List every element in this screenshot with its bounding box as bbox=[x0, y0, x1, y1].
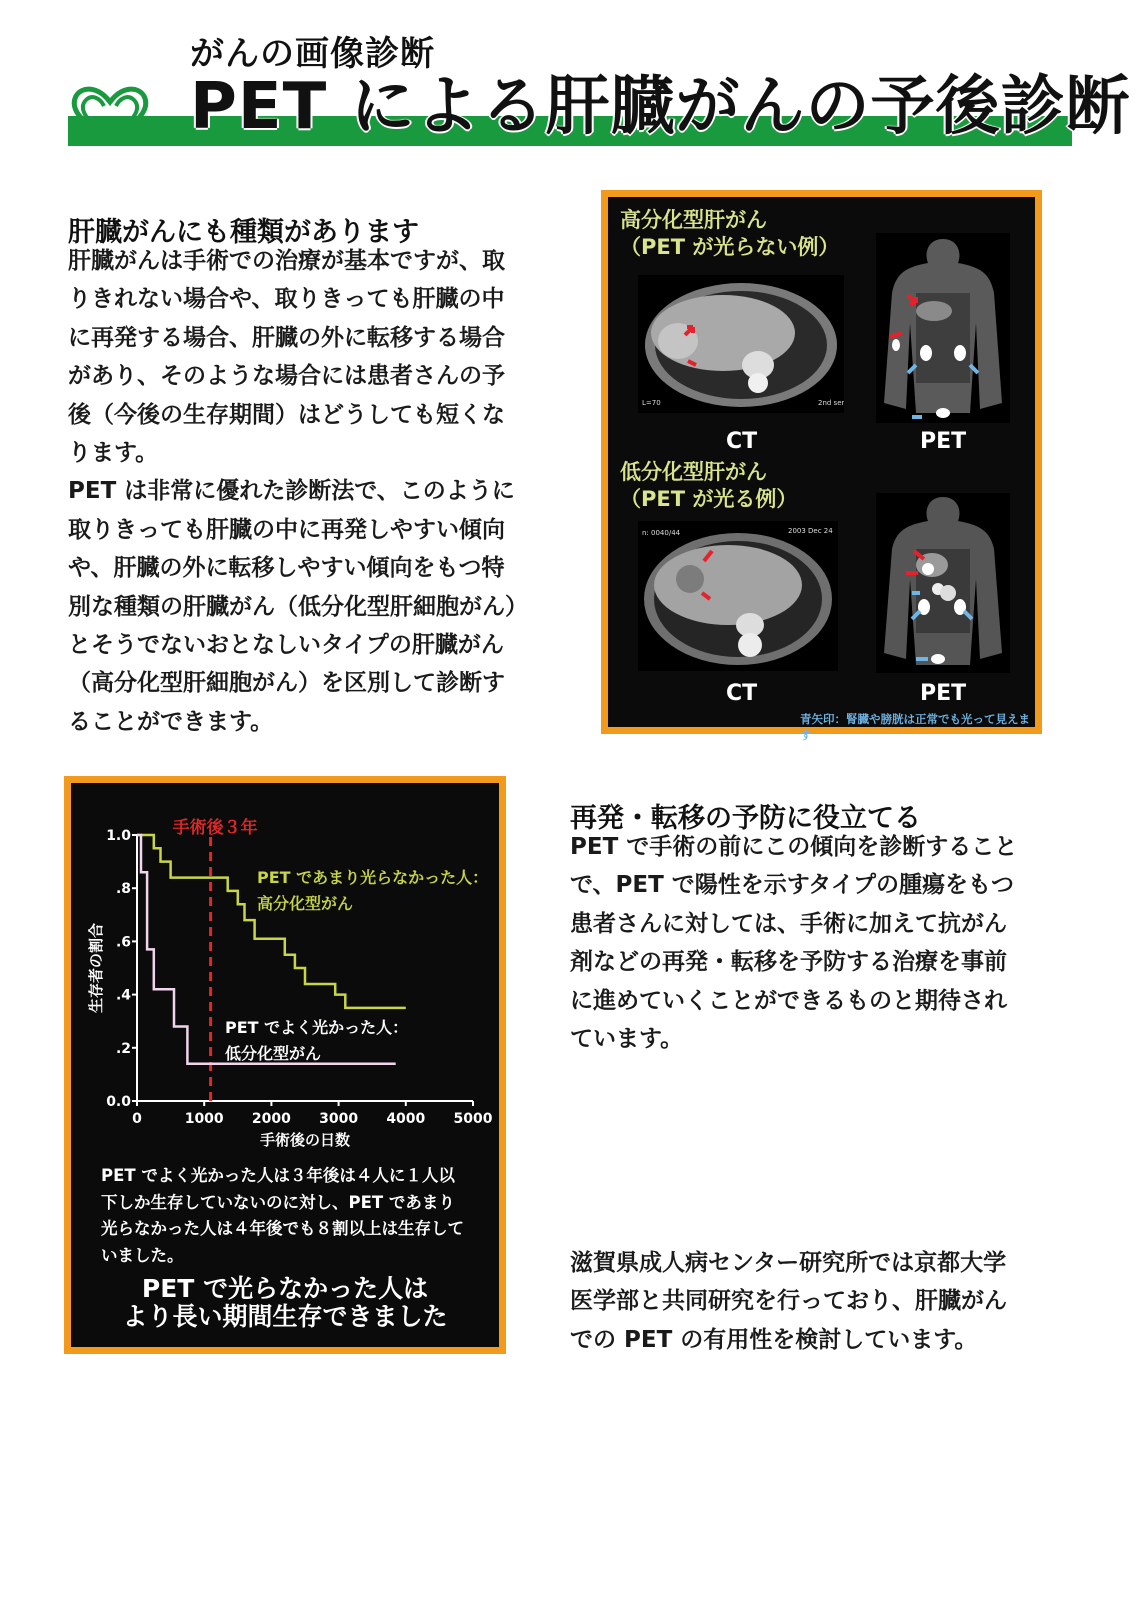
section1-body: 肝臓がんは手術での治療が基本ですが、取 りきれない場合や、取りきっても肝臓の中 に再発する場合、肝臓の外に転移する場合 があり、そのような場合には患者さんの予 後（今後の生存期間）はどうしても短くな ります。 PET は非常に優れた診断法で、このように 取りきっても肝臓の中に再発しやすい傾向 や、肝臓の外に転移しやすい傾向をもつ特 別な種類の肝臓がん（低分化型肝細胞がん） とそうでないおとなしいタイプの肝臓がん （高分化型肝細胞がん）を区別して診断す ることができます。 bbox=[68, 248, 528, 735]
section1-heading: 肝臓がんにも種類があります bbox=[68, 217, 419, 248]
pet-scan-image-1 bbox=[876, 233, 1010, 423]
ct2-overlay-right: 2003 Dec 24 bbox=[788, 527, 833, 535]
pet-scan-image-2 bbox=[876, 493, 1010, 673]
y-tick-label: .8 bbox=[115, 881, 131, 898]
y-tick-label: 0.0 bbox=[106, 1094, 131, 1110]
section2-heading: 再発・転移の予防に役立てる bbox=[570, 803, 921, 834]
pet-label-2: PET bbox=[920, 681, 967, 706]
ct-scan-image-2 bbox=[638, 521, 838, 671]
poorly-differentiated-series-label: PET でよく光かった人： bbox=[225, 1018, 409, 1037]
page-title: PET による肝臓がんの予後診断 bbox=[190, 70, 1131, 144]
chart-conclusion: PET で光らなかった人は より長い期間生存できました bbox=[122, 1274, 448, 1331]
y-tick-label: .2 bbox=[115, 1040, 131, 1057]
x-tick-label: 1000 bbox=[184, 1111, 224, 1127]
pet-label-1: PET bbox=[920, 429, 967, 454]
bottom-caption: 低分化型肝がん （PET が光る例） bbox=[620, 460, 798, 511]
well-differentiated-series-label: PET であまり光らなかった人： bbox=[257, 868, 489, 887]
y-tick-label: 1.0 bbox=[106, 828, 131, 844]
pet-ct-image-panel bbox=[601, 190, 1042, 742]
ct-label-2: CT bbox=[726, 681, 758, 706]
x-tick-label: 0 bbox=[132, 1111, 142, 1127]
chart-note: PET でよく光かった人は３年後は４人に１人以 下しか生存していないのに対し、PET であまり 光らなかった人は４年後でも８割以上は生存して いました。 bbox=[101, 1166, 464, 1265]
x-tick-label: 3000 bbox=[319, 1111, 359, 1127]
ct2-overlay-left: n: 0040/44 bbox=[642, 529, 681, 537]
page-subtitle: がんの画像診断 bbox=[190, 34, 435, 74]
survival-chart bbox=[71, 783, 499, 1153]
well-differentiated-survival-line bbox=[137, 835, 406, 1008]
x-tick-label: 5000 bbox=[453, 1111, 493, 1127]
ct-label-1: CT bbox=[726, 429, 758, 454]
x-axis-label: 手術後の日数 bbox=[259, 1131, 351, 1149]
footer-text: 滋賀県成人病センター研究所では京都大学 医学部と共同研究を行っており、肝臓がん での PET の有用性を検討しています。 bbox=[570, 1250, 1007, 1353]
survival-chart-panel bbox=[64, 776, 506, 1354]
x-tick-label: 2000 bbox=[251, 1111, 291, 1127]
y-axis-label: 生存者の割合 bbox=[87, 922, 105, 1014]
blue-arrow-note: 青矢印：腎臓や膀胱は正常でも光って見えます bbox=[800, 712, 1030, 742]
section2-body: PET で手術の前にこの傾向を診断すること で、PET で陽性を示すタイプの腫瘍をもつ 患者さんに対しては、手術に加えて抗がん 剤などの再発・転移を予防する治療を事前 に進めていくことができるものと期待され ています。 bbox=[570, 834, 1018, 1053]
ct1-overlay-left: L=70 bbox=[642, 399, 661, 407]
three-year-marker-label: 手術後３年 bbox=[172, 818, 258, 838]
ct1-overlay-right: 2nd ser bbox=[818, 399, 844, 407]
x-tick-label: 4000 bbox=[386, 1111, 426, 1127]
ct-scan-image-1 bbox=[638, 275, 844, 413]
well-differentiated-series-label: 高分化型がん bbox=[257, 894, 354, 913]
y-tick-label: .6 bbox=[115, 934, 131, 951]
top-caption: 高分化型肝がん （PET が光らない例） bbox=[620, 208, 840, 259]
poorly-differentiated-series-label: 低分化型がん bbox=[225, 1044, 322, 1063]
y-tick-label: .4 bbox=[115, 987, 131, 1004]
